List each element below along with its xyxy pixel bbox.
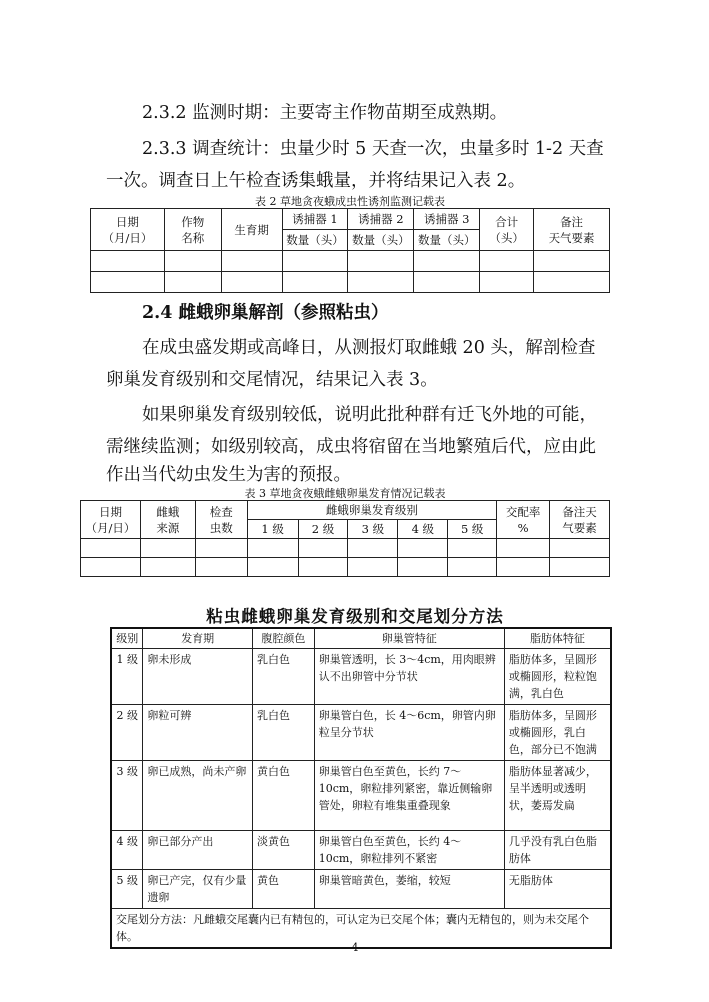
- t3-grade-1: 1 级: [247, 520, 298, 539]
- t2-header-note: 备注 天气要素: [534, 209, 610, 251]
- ovary-fat: 脂肪体显著减少，呈半透明或透明状，萎焉发扁: [504, 761, 611, 831]
- ovary-grade: 4 级: [111, 831, 143, 870]
- ovary-stage: 卵已产完，仅有少量遗卵: [143, 870, 253, 909]
- table-row: [111, 870, 611, 909]
- ovary-stage: 卵粒可辨: [143, 705, 253, 761]
- ovary-header-fat: 脂肪体特征: [504, 628, 611, 649]
- t3-header-mating: 交配率 %: [497, 501, 550, 539]
- ovary-fat: 几乎没有乳白色脂肪体: [504, 831, 611, 870]
- paragraph-2-3-3-line2: 一次。调查日上午检查诱集蛾量，并将结果记入表 2。: [106, 171, 526, 191]
- ovary-color: 乳白色: [252, 705, 314, 761]
- table2-caption: 表 2 草地贪夜蛾成虫性诱剂监测记载表: [255, 195, 445, 208]
- t2-header-trap1: 诱捕器 1: [282, 209, 348, 230]
- ovary-fat: 脂肪体多，呈圆形或椭圆形，粒粒饱满，乳白色: [504, 649, 611, 705]
- t3-grade-4: 4 级: [398, 520, 448, 539]
- ovary-tube: 卵巢管白色至黄色，长约 4～10cm，卵粒排列不紧密: [314, 831, 504, 870]
- ovary-footnote: 交尾划分方法：凡雌蛾交尾囊内已有精包的，可认定为已交尾个体；囊内无精包的，则为未交尾个体。: [111, 909, 611, 949]
- t2-header-count1: 数量（头）: [282, 230, 348, 251]
- page-number: 4: [351, 941, 359, 954]
- ovary-header-color: 腹腔颜色: [252, 628, 314, 649]
- ovary-color: 黄色: [252, 870, 314, 909]
- table-row: [111, 649, 611, 705]
- ovary-color: 淡黄色: [252, 831, 314, 870]
- t3-header-count: 检查 虫数: [195, 501, 247, 539]
- t2-header-count3: 数量（头）: [414, 230, 480, 251]
- paragraph-2-4-line1: 在成虫盛发期或高峰日，从测报灯取雌蛾 20 头，解剖检查: [142, 338, 596, 358]
- ovary-header-grade: 级别: [111, 628, 143, 649]
- table-row: [111, 831, 611, 870]
- t2-header-crop: 作物 名称: [164, 209, 221, 251]
- t2-header-count2: 数量（头）: [348, 230, 414, 251]
- ovary-grade: 1 级: [111, 649, 143, 705]
- table2-trap-monitoring: [90, 208, 610, 293]
- ovary-color: 乳白色: [252, 649, 314, 705]
- t2-header-date: 日期 （月/日）: [91, 209, 165, 251]
- table-row: [81, 558, 610, 577]
- paragraph-2-4-line5: 作出当代幼虫发生为害的预报。: [106, 465, 351, 485]
- table-row: [111, 705, 611, 761]
- ovary-tube: 卵巢管白色，长 4～6cm，卵管内卵粒呈分节状: [314, 705, 504, 761]
- ovary-fat: 无脂肪体: [504, 870, 611, 909]
- table-row: [81, 539, 610, 558]
- ovary-grade-table: [110, 627, 612, 949]
- ovary-table-title: 粘虫雌蛾卵巢发育级别和交尾划分方法: [206, 607, 504, 626]
- paragraph-2-4-line4: 需继续监测；如级别较高，成虫将宿留在当地繁殖后代，应由此: [106, 437, 596, 457]
- ovary-tube: 卵巢管暗黄色，萎缩，较短: [314, 870, 504, 909]
- ovary-grade: 5 级: [111, 870, 143, 909]
- ovary-fat: 脂肪体多，呈圆形或椭圆形，乳白色，部分已不饱满: [504, 705, 611, 761]
- t2-header-trap2: 诱捕器 2: [348, 209, 414, 230]
- ovary-stage: 卵未形成: [143, 649, 253, 705]
- ovary-grade: 2 级: [111, 705, 143, 761]
- table-row: [91, 251, 610, 272]
- ovary-tube: 卵巢管透明，长 3～4cm，用肉眼辨认不出卵管中分节状: [314, 649, 504, 705]
- t2-header-trap3: 诱捕器 3: [414, 209, 480, 230]
- paragraph-2-3-3-line1: 2.3.3 调查统计：虫量少时 5 天查一次，虫量多时 1-2 天查: [142, 139, 604, 159]
- paragraph-2-4-line2: 卵巢发育级别和交尾情况，结果记入表 3。: [106, 370, 438, 390]
- ovary-tube: 卵巢管白色至黄色，长约 7～10cm，卵粒排列紧密，靠近侧输卵管处，卵粒有堆集重叠现象: [314, 761, 504, 831]
- ovary-stage: 卵已成熟，尚未产卵: [143, 761, 253, 831]
- ovary-stage: 卵已部分产出: [143, 831, 253, 870]
- ovary-grade: 3 级: [111, 761, 143, 831]
- t3-header-date: 日期 （月/日）: [81, 501, 141, 539]
- t2-header-stage: 生育期: [221, 209, 282, 251]
- ovary-header-tube: 卵巢管特征: [314, 628, 504, 649]
- t3-grade-2: 2 级: [298, 520, 348, 539]
- t3-header-grade: 雌蛾卵巢发育级别: [247, 501, 496, 520]
- heading-2-4: 2.4 雌蛾卵巢解剖（参照粘虫）: [142, 303, 389, 323]
- t3-grade-5: 5 级: [448, 520, 497, 539]
- t2-header-total: 合计 （头）: [480, 209, 534, 251]
- t3-header-source: 雌蛾 来源: [140, 501, 195, 539]
- table3-caption: 表 3 草地贪夜蛾雌蛾卵巢发育情况记载表: [244, 487, 446, 500]
- table3-ovary-records: [80, 500, 610, 577]
- table-row: [91, 272, 610, 293]
- paragraph-2-3-2: 2.3.2 监测时期：主要寄主作物苗期至成熟期。: [142, 103, 508, 123]
- t3-header-note: 备注天 气要素: [550, 501, 610, 539]
- table-row: [111, 761, 611, 831]
- ovary-header-stage: 发育期: [143, 628, 253, 649]
- ovary-color: 黄白色: [252, 761, 314, 831]
- t3-grade-3: 3 级: [348, 520, 398, 539]
- paragraph-2-4-line3: 如果卵巢发育级别较低，说明此批种群有迁飞外地的可能，: [142, 405, 597, 425]
